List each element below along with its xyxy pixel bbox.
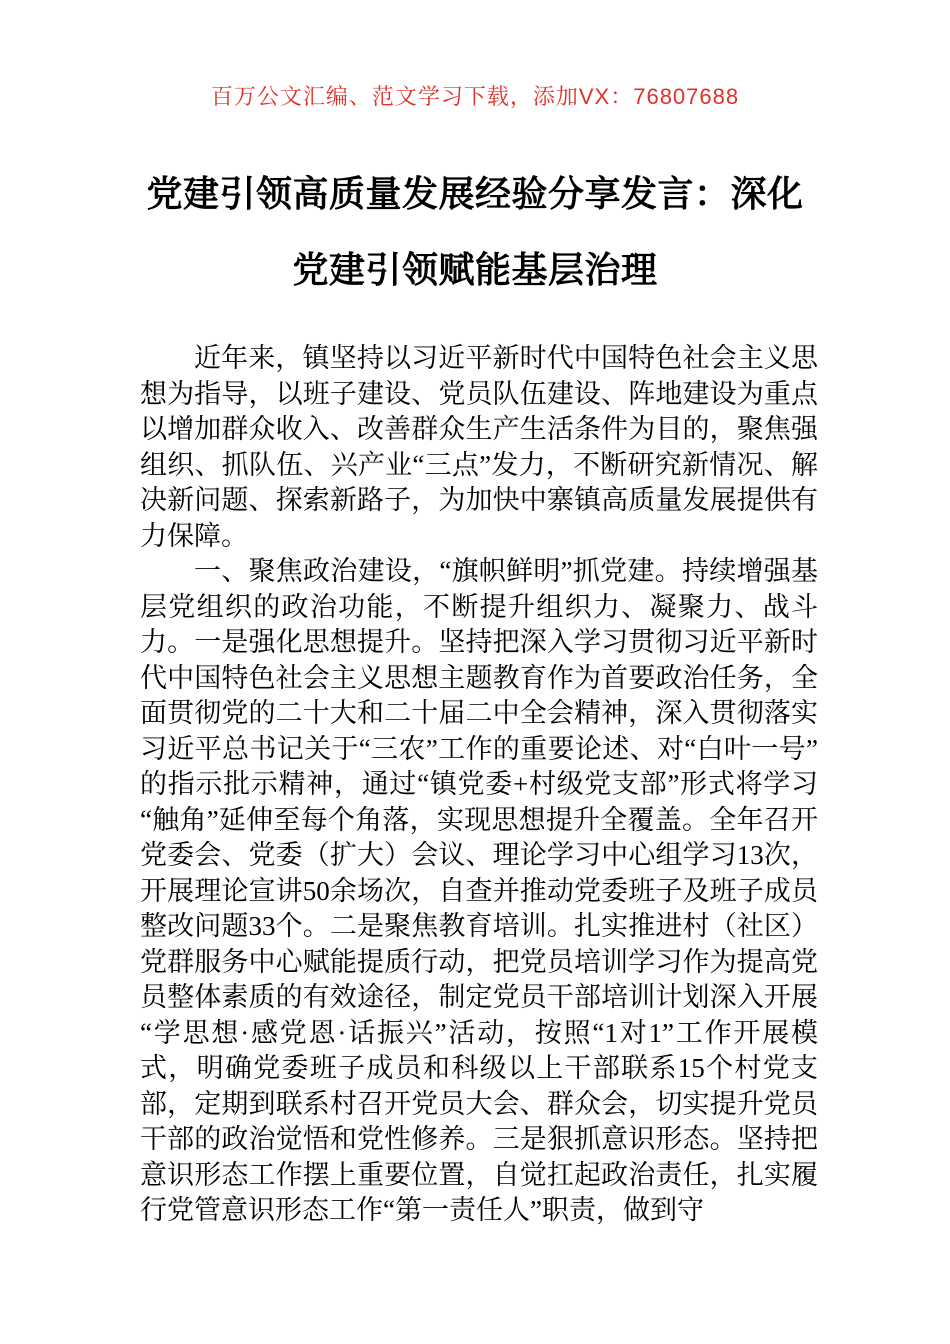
document-title — [66, 156, 884, 308]
watermark-notice: 百万公文汇编、范文学习下载，添加VX：76807688 — [210, 84, 740, 109]
paragraph-section-one: 一、聚焦政治建设，“旗帜鲜明”抓党建。持续增强基层党组织的政治功能，不断提升组织力、凝聚力、战斗力。一是强化思想提升。坚持把深入学习贯彻习近平新时代中国特色社会主义思想主题教育作为首要政治任务，全面贯彻党的二十大和二十届二中全会精神，深入贯彻落实习近平总书记关于“三农”工作的重要论述、对“白叶一号”的指示批示精神，通过“镇党委+村级党支部”形式将学习“触角”延伸至每个角落，实现思想提升全覆盖。全年召开党委会、党委（扩大）会议、理论学习中心组学习13次，开展理论宣讲50余场次，自查并推动党委班子及班子成员整改问题33个。二是聚焦教育培训。扎实推进村（社区）党群服务中心赋能提质行动，把党员培训学习作为提高党员整体素质的有效途径，制定党员干部培训计划深入开展“学思想·感党恩·话振兴”活动，按照“1对1”工作开展模式，明确党委班子成员和科级以上干部联系15个村党支部，定期到联系村召开党员大会、群众会，切实提升党员干部的政治觉悟和党性修养。三是狠抓意识形态。坚持把意识形态工作摆上重要位置，自觉扛起政治责任，扎实履行党管意识形态工作“第一责任人”职责，做到守 — [140, 556, 818, 1225]
paragraph-intro: 近年来，镇坚持以习近平新时代中国特色社会主义思想为指导，以班子建设、党员队伍建设、阵地建设为重点以增加群众收入、改善群众生产生活条件为目的，聚焦强组织、抓队伍、兴产业“三点”发力，不断研究新情况、解决新问题、探索新路子，为加快中寨镇高质量发展提供有力保障。 — [140, 343, 818, 551]
title-line-2: 党建引领赋能基层治理 — [292, 249, 658, 290]
title-line-1: 党建引领高质量发展经验分享发言：深化 — [146, 173, 804, 214]
document-body — [140, 341, 818, 1229]
